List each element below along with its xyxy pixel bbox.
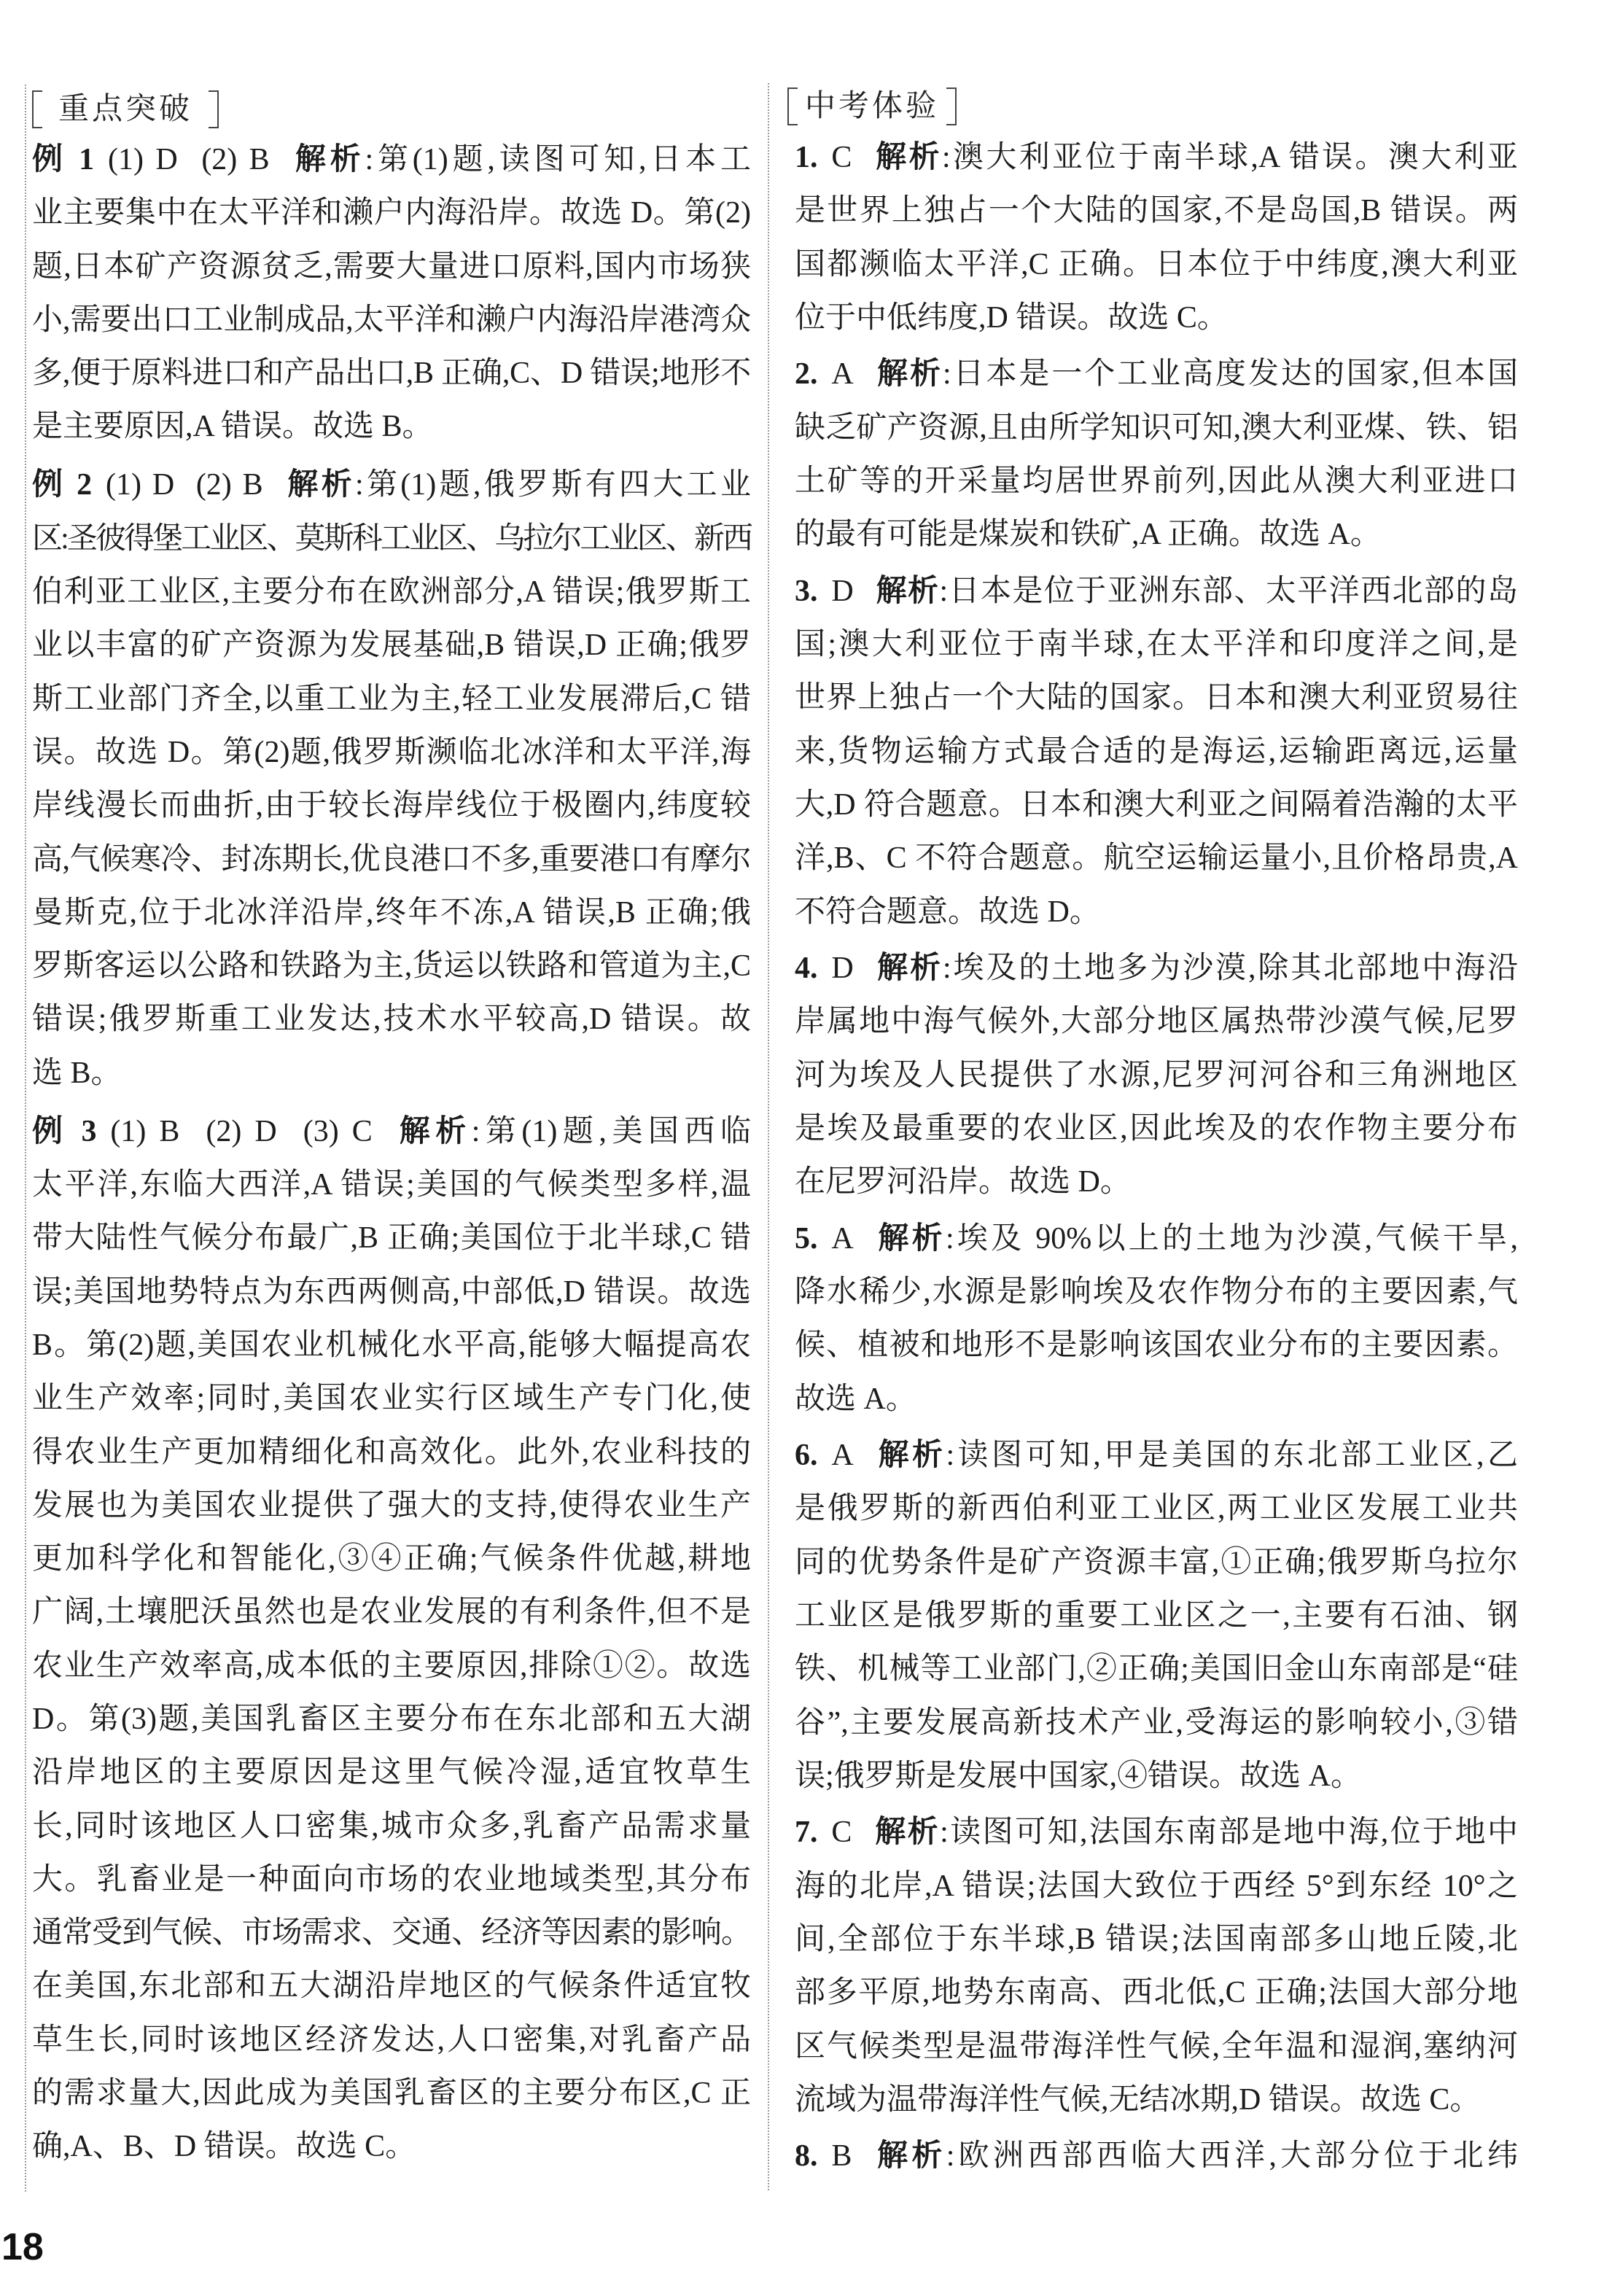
question-6 xyxy=(795,1429,1518,1803)
analysis-line: 更加科学化和智能化,③④正确;气候条件优越,耕地 xyxy=(32,1542,751,1576)
analysis-label: 解析 xyxy=(875,1439,946,1473)
analysis-line: 发展也为美国农业提供了强大的支持,使得农业生产 xyxy=(32,1488,751,1522)
question-number: 5. xyxy=(795,1221,818,1256)
analysis-line: 的最有可能是煤炭和铁矿,A 正确。故选 A。 xyxy=(795,518,1381,552)
example-label: 例 3 xyxy=(32,1114,97,1148)
analysis-line: 大,D 符合题意。日本和澳大利亚之间隔着浩瀚的太平 xyxy=(795,787,1518,822)
analysis-first-line xyxy=(795,1213,1518,1266)
analysis-line: 在美国,东北部和五大湖沿岸地区的气候条件适宜牧 xyxy=(32,1969,751,2004)
analysis-line: 洋,B、C 不符合题意。航空运输运量小,且价格昂贵,A xyxy=(795,841,1518,876)
analysis-line: 误。故选 D。第(2)题,俄罗斯濒临北冰洋和太平洋,海 xyxy=(32,735,751,769)
analysis-first-line xyxy=(795,131,1518,184)
analysis-line: 是俄罗斯的新西伯利亚工业区,两工业区发展工业共 xyxy=(795,1492,1518,1526)
analysis-line: 确,A、B、D 错误。故选 C。 xyxy=(32,2130,416,2164)
question-answer: A xyxy=(831,357,854,392)
analysis-label: 解析 xyxy=(873,141,942,174)
analysis-text: :澳大利亚位于南半球,A 错误。澳大利亚 xyxy=(941,141,1518,174)
analysis-line: 河为埃及人民提供了水源,尼罗河河谷和三角洲地区 xyxy=(795,1058,1518,1092)
analysis-first-line xyxy=(795,1429,1518,1482)
analysis-line: 区:圣彼得堡工业区、莫斯科工业区、乌拉尔工业区、新西 xyxy=(32,521,751,556)
analysis-first-line xyxy=(32,459,751,512)
analysis-label: 解析 xyxy=(875,952,943,986)
example-label: 例 2 xyxy=(32,468,93,502)
analysis-line: 农业生产效率高,成本低的主要原因,排除①②。故选 xyxy=(32,1649,751,1683)
question-number: 4. xyxy=(795,952,818,986)
analysis-first-line xyxy=(795,565,1518,618)
analysis-line: 流域为温带海洋性气候,无结冰期,D 错误。故选 C。 xyxy=(795,2082,1481,2117)
analysis-text: :埃及 90%以上的土地为沙漠,气候干旱, xyxy=(945,1221,1518,1256)
analysis-line: 故选 A。 xyxy=(795,1382,916,1416)
analysis-label: 解析 xyxy=(873,1816,941,1850)
analysis-text: :第(1)题,美国西临 xyxy=(471,1114,751,1148)
analysis-text: :第(1)题,俄罗斯有四大工业 xyxy=(354,468,751,502)
analysis-line: 是埃及最重要的农业区,因此埃及的农作物主要分布 xyxy=(795,1111,1518,1145)
question-1 xyxy=(795,131,1518,345)
analysis-line: D。第(3)题,美国乳畜区主要分布在东北部和五大湖 xyxy=(32,1702,751,1736)
column-divider xyxy=(768,83,769,2190)
analysis-line: 海的北岸,A 错误;法国大致位于西经 5°到东经 10°之 xyxy=(795,1869,1518,1903)
analysis-line: 候、植被和地形不是影响该国农业分布的主要因素。 xyxy=(795,1328,1518,1363)
analysis-line: 部多平原,地势东南高、西北低,C 正确;法国大部分地 xyxy=(795,1976,1518,2010)
analysis-first-line xyxy=(32,133,751,187)
analysis-line: 选 B。 xyxy=(32,1056,122,1090)
analysis-first-line xyxy=(795,348,1518,401)
example-answers: (1) B (2) D (3) C xyxy=(110,1114,373,1148)
page-number: 18 xyxy=(1,2226,44,2268)
analysis-text: :第(1)题,读图可知,日本工 xyxy=(365,143,751,176)
example-2 xyxy=(32,459,751,1100)
analysis-line: 来,货物运输方式最合适的是海运,运输距离远,运量 xyxy=(795,734,1518,768)
question-2 xyxy=(795,348,1518,561)
question-number: 7. xyxy=(795,1816,818,1850)
analysis-text: :日本是一个工业高度发达的国家,但本国 xyxy=(942,357,1518,392)
margin-divider xyxy=(25,85,26,2192)
analysis-text: :读图可知,法国东南部是地中海,位于地中 xyxy=(940,1816,1518,1850)
analysis-line: 长,同时该地区人口密集,城市众多,乳畜产品需求量 xyxy=(32,1809,751,1843)
analysis-line: 是世界上独占一个大陆的国家,不是岛国,B 错误。两 xyxy=(795,194,1518,228)
section-heading-left: 重点突破 xyxy=(32,90,219,128)
analysis-line: 多,便于原料进口和产品出口,B 正确,C、D 错误;地形不 xyxy=(32,357,751,391)
analysis-line: 区气候类型是温带海洋性气候,全年温和湿润,塞纳河 xyxy=(795,2029,1518,2063)
analysis-text: :欧洲西部西临大西洋,大部分位于北纬 xyxy=(946,2139,1518,2174)
analysis-line: B。第(2)题,美国农业机械化水平高,能够大幅提高农 xyxy=(32,1328,751,1362)
analysis-line: 沿岸地区的主要原因是这里气候冷湿,适宜牧草生 xyxy=(32,1756,751,1790)
analysis-label: 解析 xyxy=(873,2139,946,2174)
question-number: 6. xyxy=(795,1439,818,1473)
analysis-label: 解析 xyxy=(291,143,365,176)
analysis-label: 解析 xyxy=(875,357,943,392)
question-8 xyxy=(795,2130,1518,2183)
analysis-line: 世界上独占一个大陆的国家。日本和澳大利亚贸易往 xyxy=(795,681,1518,715)
analysis-line: 谷”,主要发展高新技术产业,受海运的影响较小,③错 xyxy=(795,1705,1518,1740)
analysis-line: 误;俄罗斯是发展中国家,④错误。故选 A。 xyxy=(795,1759,1362,1793)
analysis-line: 业以丰富的矿产资源为发展基础,B 错误,D 正确;俄罗 xyxy=(32,629,751,663)
analysis-line: 小,需要出口工业制成品,太平洋和濑户内海沿岸港湾众 xyxy=(32,303,751,337)
left-column xyxy=(32,133,751,2174)
analysis-line: 通常受到气候、市场需求、交通、经济等因素的影响。 xyxy=(32,1916,751,1950)
analysis-line: 的需求量大,因此成为美国乳畜区的主要分布区,C 正 xyxy=(32,2077,751,2111)
analysis-first-line xyxy=(795,1806,1518,1859)
analysis-label: 解析 xyxy=(284,468,355,502)
example-1 xyxy=(32,133,751,454)
analysis-line: 工业区是俄罗斯的重要工业区之一,主要有石油、钢 xyxy=(795,1598,1518,1633)
question-7 xyxy=(795,1806,1518,2127)
analysis-line: 带大陆性气候分布最广,B 正确;美国位于北半球,C 错 xyxy=(32,1221,751,1256)
analysis-line: 曼斯克,位于北冰洋沿岸,终年不冻,A 错误,B 正确;俄 xyxy=(32,895,751,930)
analysis-line: 大。乳畜业是一种面向市场的农业地域类型,其分布 xyxy=(32,1862,751,1896)
analysis-first-line xyxy=(32,1105,751,1159)
question-5 xyxy=(795,1213,1518,1426)
question-3 xyxy=(795,565,1518,939)
analysis-line: 题,日本矿产资源贫乏,需要大量进口原料,国内市场狭 xyxy=(32,249,751,284)
analysis-line: 错误;俄罗斯重工业发达,技术水平较高,D 错误。故 xyxy=(32,1003,751,1037)
analysis-line: 太平洋,东临大西洋,A 错误;美国的气候类型多样,温 xyxy=(32,1168,751,1202)
analysis-line: 岸属地中海气候外,大部分地区属热带沙漠气候,尼罗 xyxy=(795,1005,1518,1039)
question-number: 2. xyxy=(795,357,818,392)
analysis-line: 是主要原因,A 错误。故选 B。 xyxy=(32,410,433,444)
question-number: 8. xyxy=(795,2139,818,2174)
analysis-line: 草生长,同时该地区经济发达,人口密集,对乳畜产品 xyxy=(32,2023,751,2057)
question-number: 3. xyxy=(795,574,818,608)
right-column xyxy=(795,131,1518,2184)
analysis-line: 国都濒临太平洋,C 正确。日本位于中纬度,澳大利亚 xyxy=(795,247,1518,281)
analysis-text: :日本是位于亚洲东部、太平洋西北部的岛 xyxy=(939,574,1518,608)
analysis-line: 岸线漫长而曲折,由于较长海岸线位于极圈内,纬度较 xyxy=(32,789,751,823)
analysis-line: 位于中低纬度,D 错误。故选 C。 xyxy=(795,300,1228,335)
analysis-line: 同的优势条件是矿产资源丰富,①正确;俄罗斯乌拉尔 xyxy=(795,1545,1518,1579)
analysis-label: 解析 xyxy=(875,1221,946,1256)
question-answer: C xyxy=(831,1816,852,1850)
example-3 xyxy=(32,1105,751,2174)
question-answer: A xyxy=(831,1439,854,1473)
example-label: 例 1 xyxy=(32,143,95,176)
analysis-line: 在尼罗河沿岸。故选 D。 xyxy=(795,1165,1131,1199)
analysis-text: :埃及的土地多为沙漠,除其北部地中海沿 xyxy=(942,952,1518,986)
analysis-line: 缺乏矿产资源,且由所学知识可知,澳大利亚煤、铁、铝 xyxy=(795,410,1518,445)
question-answer: D xyxy=(831,574,854,608)
analysis-label: 解析 xyxy=(394,1114,472,1148)
question-answer: D xyxy=(831,952,854,986)
analysis-line: 斯工业部门齐全,以重工业为主,轻工业发展滞后,C 错 xyxy=(32,682,751,716)
analysis-first-line xyxy=(795,2130,1518,2183)
analysis-line: 国;澳大利亚位于南半球,在太平洋和印度洋之间,是 xyxy=(795,628,1518,662)
analysis-text: :读图可知,甲是美国的东北部工业区,乙 xyxy=(946,1439,1518,1473)
analysis-line: 不符合题意。故选 D。 xyxy=(795,895,1100,929)
question-answer: C xyxy=(831,141,852,174)
analysis-label: 解析 xyxy=(875,574,940,608)
question-answer: A xyxy=(831,1221,854,1256)
question-4 xyxy=(795,942,1518,1209)
analysis-line: 土矿等的开采量均居世界前列,因此从澳大利亚进口 xyxy=(795,464,1518,498)
analysis-first-line xyxy=(795,942,1518,995)
section-heading-right: 中考体验 xyxy=(787,87,957,125)
example-answers: (1) D (2) B xyxy=(108,143,270,176)
analysis-line: 高,气候寒冷、封冻期长,优良港口不多,重要港口有摩尔 xyxy=(32,842,751,876)
example-answers: (1) D (2) B xyxy=(106,468,263,502)
question-answer: B xyxy=(831,2139,852,2174)
analysis-line: 降水稀少,水源是影响埃及农作物分布的主要因素,气 xyxy=(795,1275,1518,1309)
analysis-line: 伯利亚工业区,主要分布在欧洲部分,A 错误;俄罗斯工 xyxy=(32,575,751,610)
analysis-line: 铁、机械等工业部门,②正确;美国旧金山东南部是“硅 xyxy=(795,1652,1518,1686)
analysis-line: 得农业生产更加精细化和高效化。此外,农业科技的 xyxy=(32,1435,751,1469)
analysis-line: 业主要集中在太平洋和濑户内海沿岸。故选 D。第(2) xyxy=(32,196,751,230)
analysis-line: 罗斯客运以公路和铁路为主,货运以铁路和管道为主,C xyxy=(32,949,751,984)
analysis-line: 间,全部位于东半球,B 错误;法国南部多山地丘陵,北 xyxy=(795,1922,1518,1956)
analysis-line: 广阔,土壤肥沃虽然也是农业发展的有利条件,但不是 xyxy=(32,1595,751,1630)
analysis-line: 误;美国地势特点为东西两侧高,中部低,D 错误。故选 xyxy=(32,1275,751,1309)
question-number: 1. xyxy=(795,141,818,174)
analysis-line: 业生产效率;同时,美国农业实行区域生产专门化,使 xyxy=(32,1382,751,1416)
